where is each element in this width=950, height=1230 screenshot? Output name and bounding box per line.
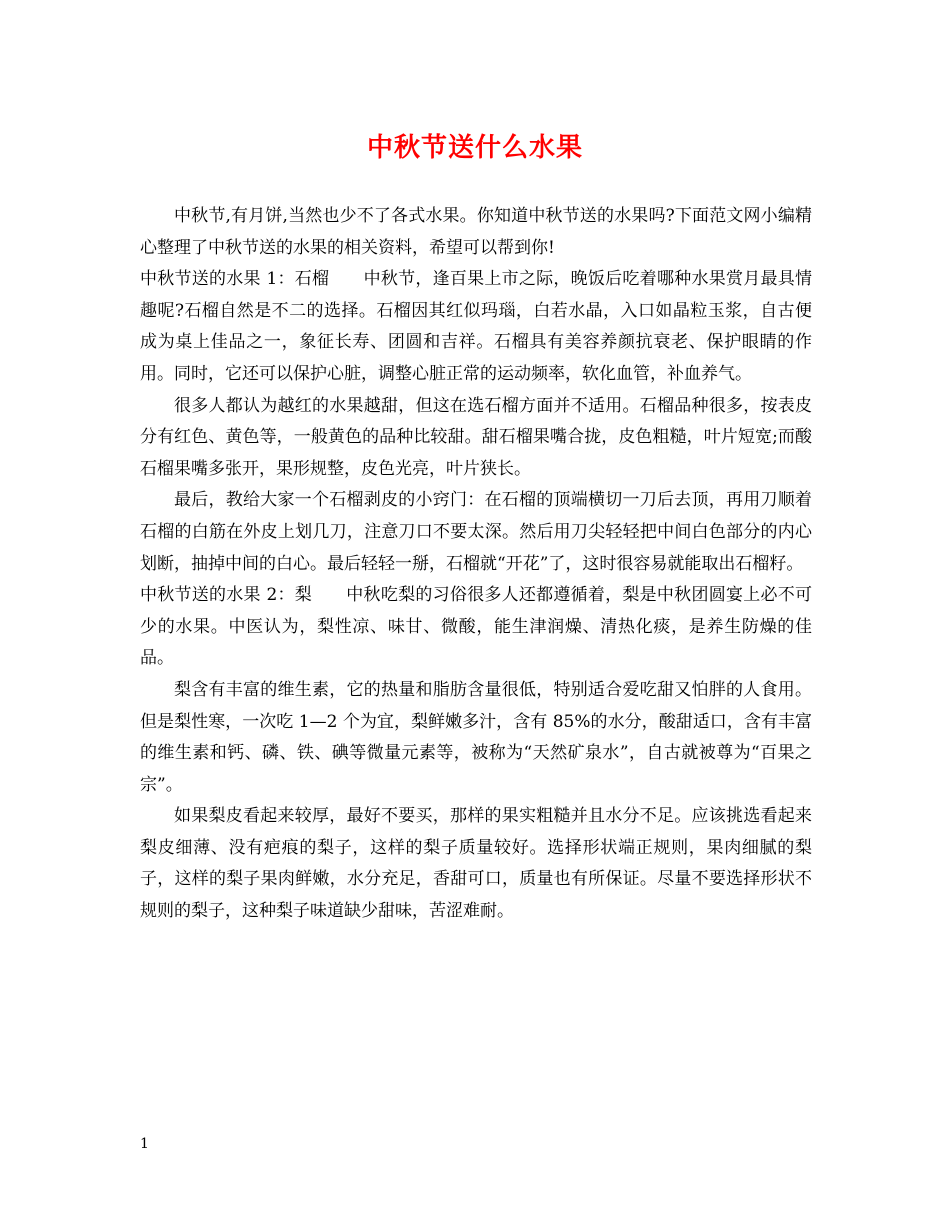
section-heading-pear: 中秋节送的水果 2：梨 <box>140 585 313 606</box>
document-title: 中秋节送什么水果 <box>366 133 583 163</box>
section-pear <box>140 580 812 675</box>
page-number: 1 <box>140 1136 149 1152</box>
pomegranate-peeling-paragraph: 最后，教给大家一个石榴剥皮的小窍门：在石榴的顶端横切一刀后去顶，再用刀顺着石榴的白筋在外皮上划几刀，注意刀口不要太深。然后用刀尖轻轻把中间白色部分的内心划断，抽掉中间的白心。最后轻轻一掰，石榴就“开花”了，这时很容易就能取出石榴籽。 <box>140 490 812 574</box>
section-pomegranate <box>140 264 812 390</box>
document-body <box>140 201 812 928</box>
section-heading-pomegranate: 中秋节送的水果 1：石榴 <box>140 269 330 290</box>
section-text-pomegranate: 中秋节，逢百果上市之际，晚饭后吃着哪种水果赏月最具情趣呢?石榴自然是不二的选择。石榴因其红似玛瑙，白若水晶，入口如晶粒玉浆，自古便成为桌上佳品之一，象征长寿、团圆和吉祥。石榴具有美容养颜抗衰老、保护眼睛的作用。同时，它还可以保护心脏，调整心脏正常的运动频率，软化血管，补血养气。 <box>140 269 812 384</box>
intro-paragraph: 中秋节,有月饼,当然也少不了各式水果。你知道中秋节送的水果吗?下面范文网小编精心整理了中秋节送的水果的相关资料，希望可以帮到你! <box>140 206 812 258</box>
pomegranate-selection-paragraph: 很多人都认为越红的水果越甜，但这在选石榴方面并不适用。石榴品种很多，按表皮分有红色、黄色等，一般黄色的品种比较甜。甜石榴果嘴合拢，皮色粗糙，叶片短宽;而酸石榴果嘴多张开，果形规整，皮色光亮，叶片狭长。 <box>140 395 812 479</box>
pear-nutrition-paragraph: 梨含有丰富的维生素，它的热量和脂肪含量很低，特别适合爱吃甜又怕胖的人食用。但是梨性寒，一次吃 1—2 个为宜，梨鲜嫩多汁，含有 85%的水分，酸甜适口，含有丰富的维生素和钙、磷、铁、碘等微量元素等，被称为“天然矿泉水”，自古就被尊为“百果之宗”。 <box>140 679 812 795</box>
section-text-pear: 中秋吃梨的习俗很多人还都遵循着，梨是中秋团圆宴上必不可少的水果。中医认为，梨性凉、味甘、微酸，能生津润燥、清热化痰，是养生防燥的佳品。 <box>140 585 812 669</box>
pear-selection-paragraph: 如果梨皮看起来较厚，最好不要买，那样的果实粗糙并且水分不足。应该挑选看起来梨皮细薄、没有疤痕的梨子，这样的梨子质量较好。选择形状端正规则，果肉细腻的梨子，这样的梨子果肉鲜嫩，水分充足，香甜可口，质量也有所保证。尽量不要选择形状不规则的梨子，这种梨子味道缺少甜味，苦涩难耐。 <box>140 806 812 922</box>
